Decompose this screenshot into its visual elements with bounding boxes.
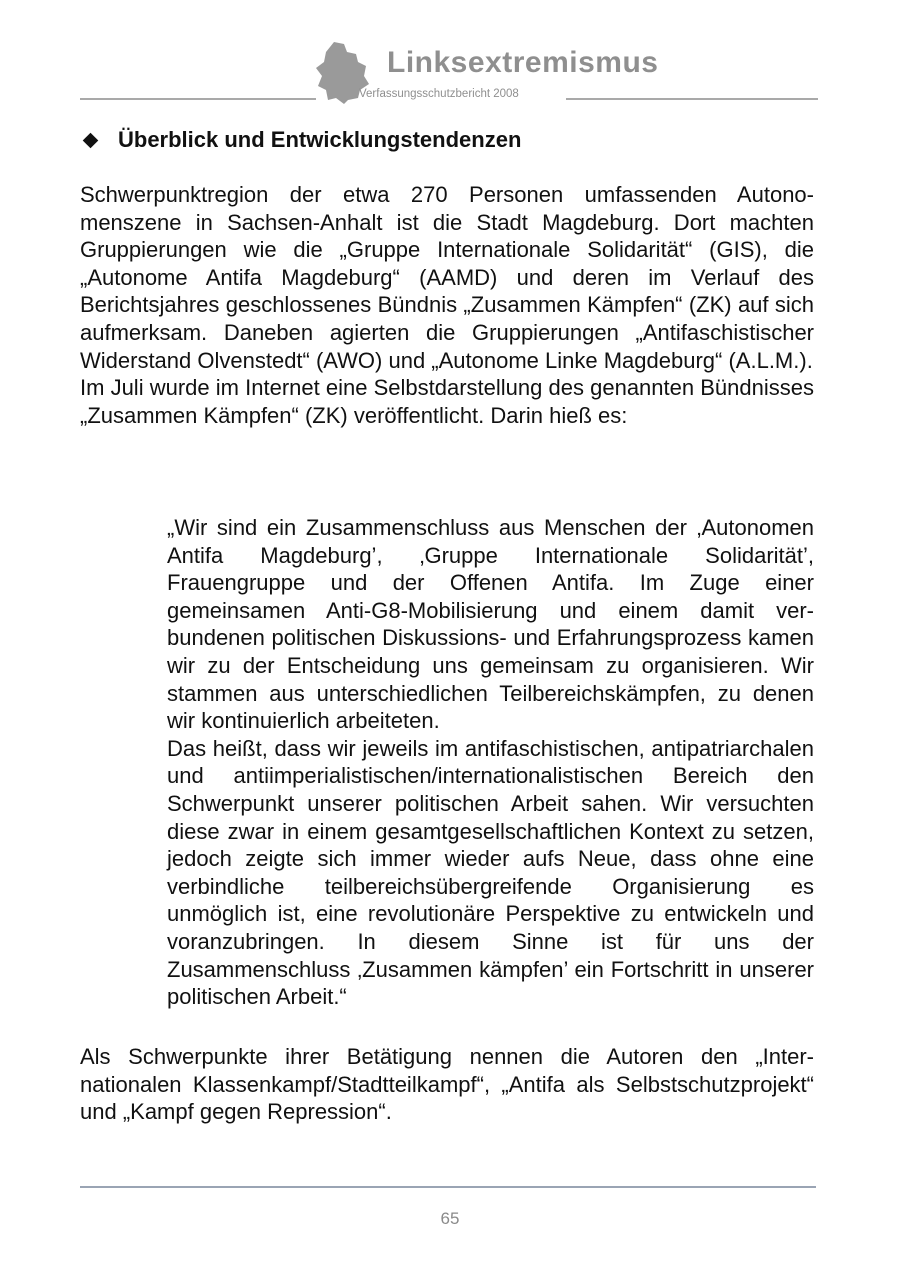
quote-paragraph-2: Das heißt, dass wir jeweils im antifaschistischen, antipatriarchalen und antiimperialistischen/internationalistischen Bereich den Schwerpunkt unserer politischen Arbeit sahen. Wir versuchten diese zwar in einem gesamtgesellschaftlichen Kontext zu setzen, jedoch zeigte sich immer wieder aufs Neue, dass ohne eine verbindliche teilbereichsübergreifende Organisierung es unmöglich ist, eine revolutionäre Perspektive zu entwickeln und voranzubringen. In diesem Sinne ist für uns der Zusammenschluss ‚Zusammen kämpfen’ ein Fortschritt in unserer politischen Arbeit.“ [167, 735, 814, 1010]
header-title: Linksextremismus [387, 46, 659, 79]
selfpresentation-paragraph: Im Juli wurde im Internet eine Selbstdarstellung des genannten Bündnisses „Zusammen Kämpfen“ (ZK) veröffentlicht. Darin hieß es: [80, 375, 814, 428]
block-quote [167, 514, 814, 1011]
header-rule-right [566, 98, 818, 100]
intro-text-block [80, 181, 814, 429]
conclusion-paragraph: Als Schwerpunkte ihrer Betätigung nennen die Autoren den „Internationalen Klassenkampf/Stadtteilkampf“, „Antifa als Selbstschutzprojekt“ und „Kampf gegen Repression“. [80, 1044, 814, 1125]
header-subtitle: Verfassungsschutzbericht 2008 [359, 88, 519, 100]
header-rule-left [80, 98, 316, 100]
diamond-bullet-icon [83, 132, 99, 148]
footer-rule [80, 1186, 816, 1188]
intro-paragraph: Schwerpunktregion der etwa 270 Personen umfassenden Autonomenszene in Sachsen-Anhalt ist die Stadt Magdeburg. Dort machten Gruppierungen wie die „Gruppe Internationale Solidarität“ (GIS), die „Autonome Antifa Magdeburg“ (AAMD) und deren im Verlauf des Berichtsjahres geschlossenes Bündnis „Zusammen Kämpfen“ (ZK) auf sich aufmerksam. Daneben agierten die Gruppierungen „Antifaschistischer Widerstand Olvenstedt“ (AWO) und „Autonome Linke Magdeburg“ (A.L.M.). [80, 182, 814, 373]
section-heading-text: Überblick und Entwicklungstendenzen [118, 127, 522, 152]
page-header [0, 0, 900, 110]
section-heading [80, 127, 521, 153]
quote-paragraph-1: „Wir sind ein Zusammenschluss aus Menschen der ‚Autonomen Antifa Magdeburg’, ‚Gruppe Internationale Solidarität’, Frauengruppe und der Offenen Antifa. Im Zuge einer gemeinsamen Anti-G8-Mobilisierung und einem damit verbundenen politischen Diskussions- und Erfahrungsprozess kamen wir zu der Entscheidung uns gemeinsam zu organisieren. Wir stammen aus unterschiedlichen Teilbereichskämpfen, zu denen wir kontinuierlich arbeiteten. [167, 515, 814, 734]
page-number: 65 [440, 1209, 460, 1228]
conclusion-text-block [80, 1043, 814, 1126]
